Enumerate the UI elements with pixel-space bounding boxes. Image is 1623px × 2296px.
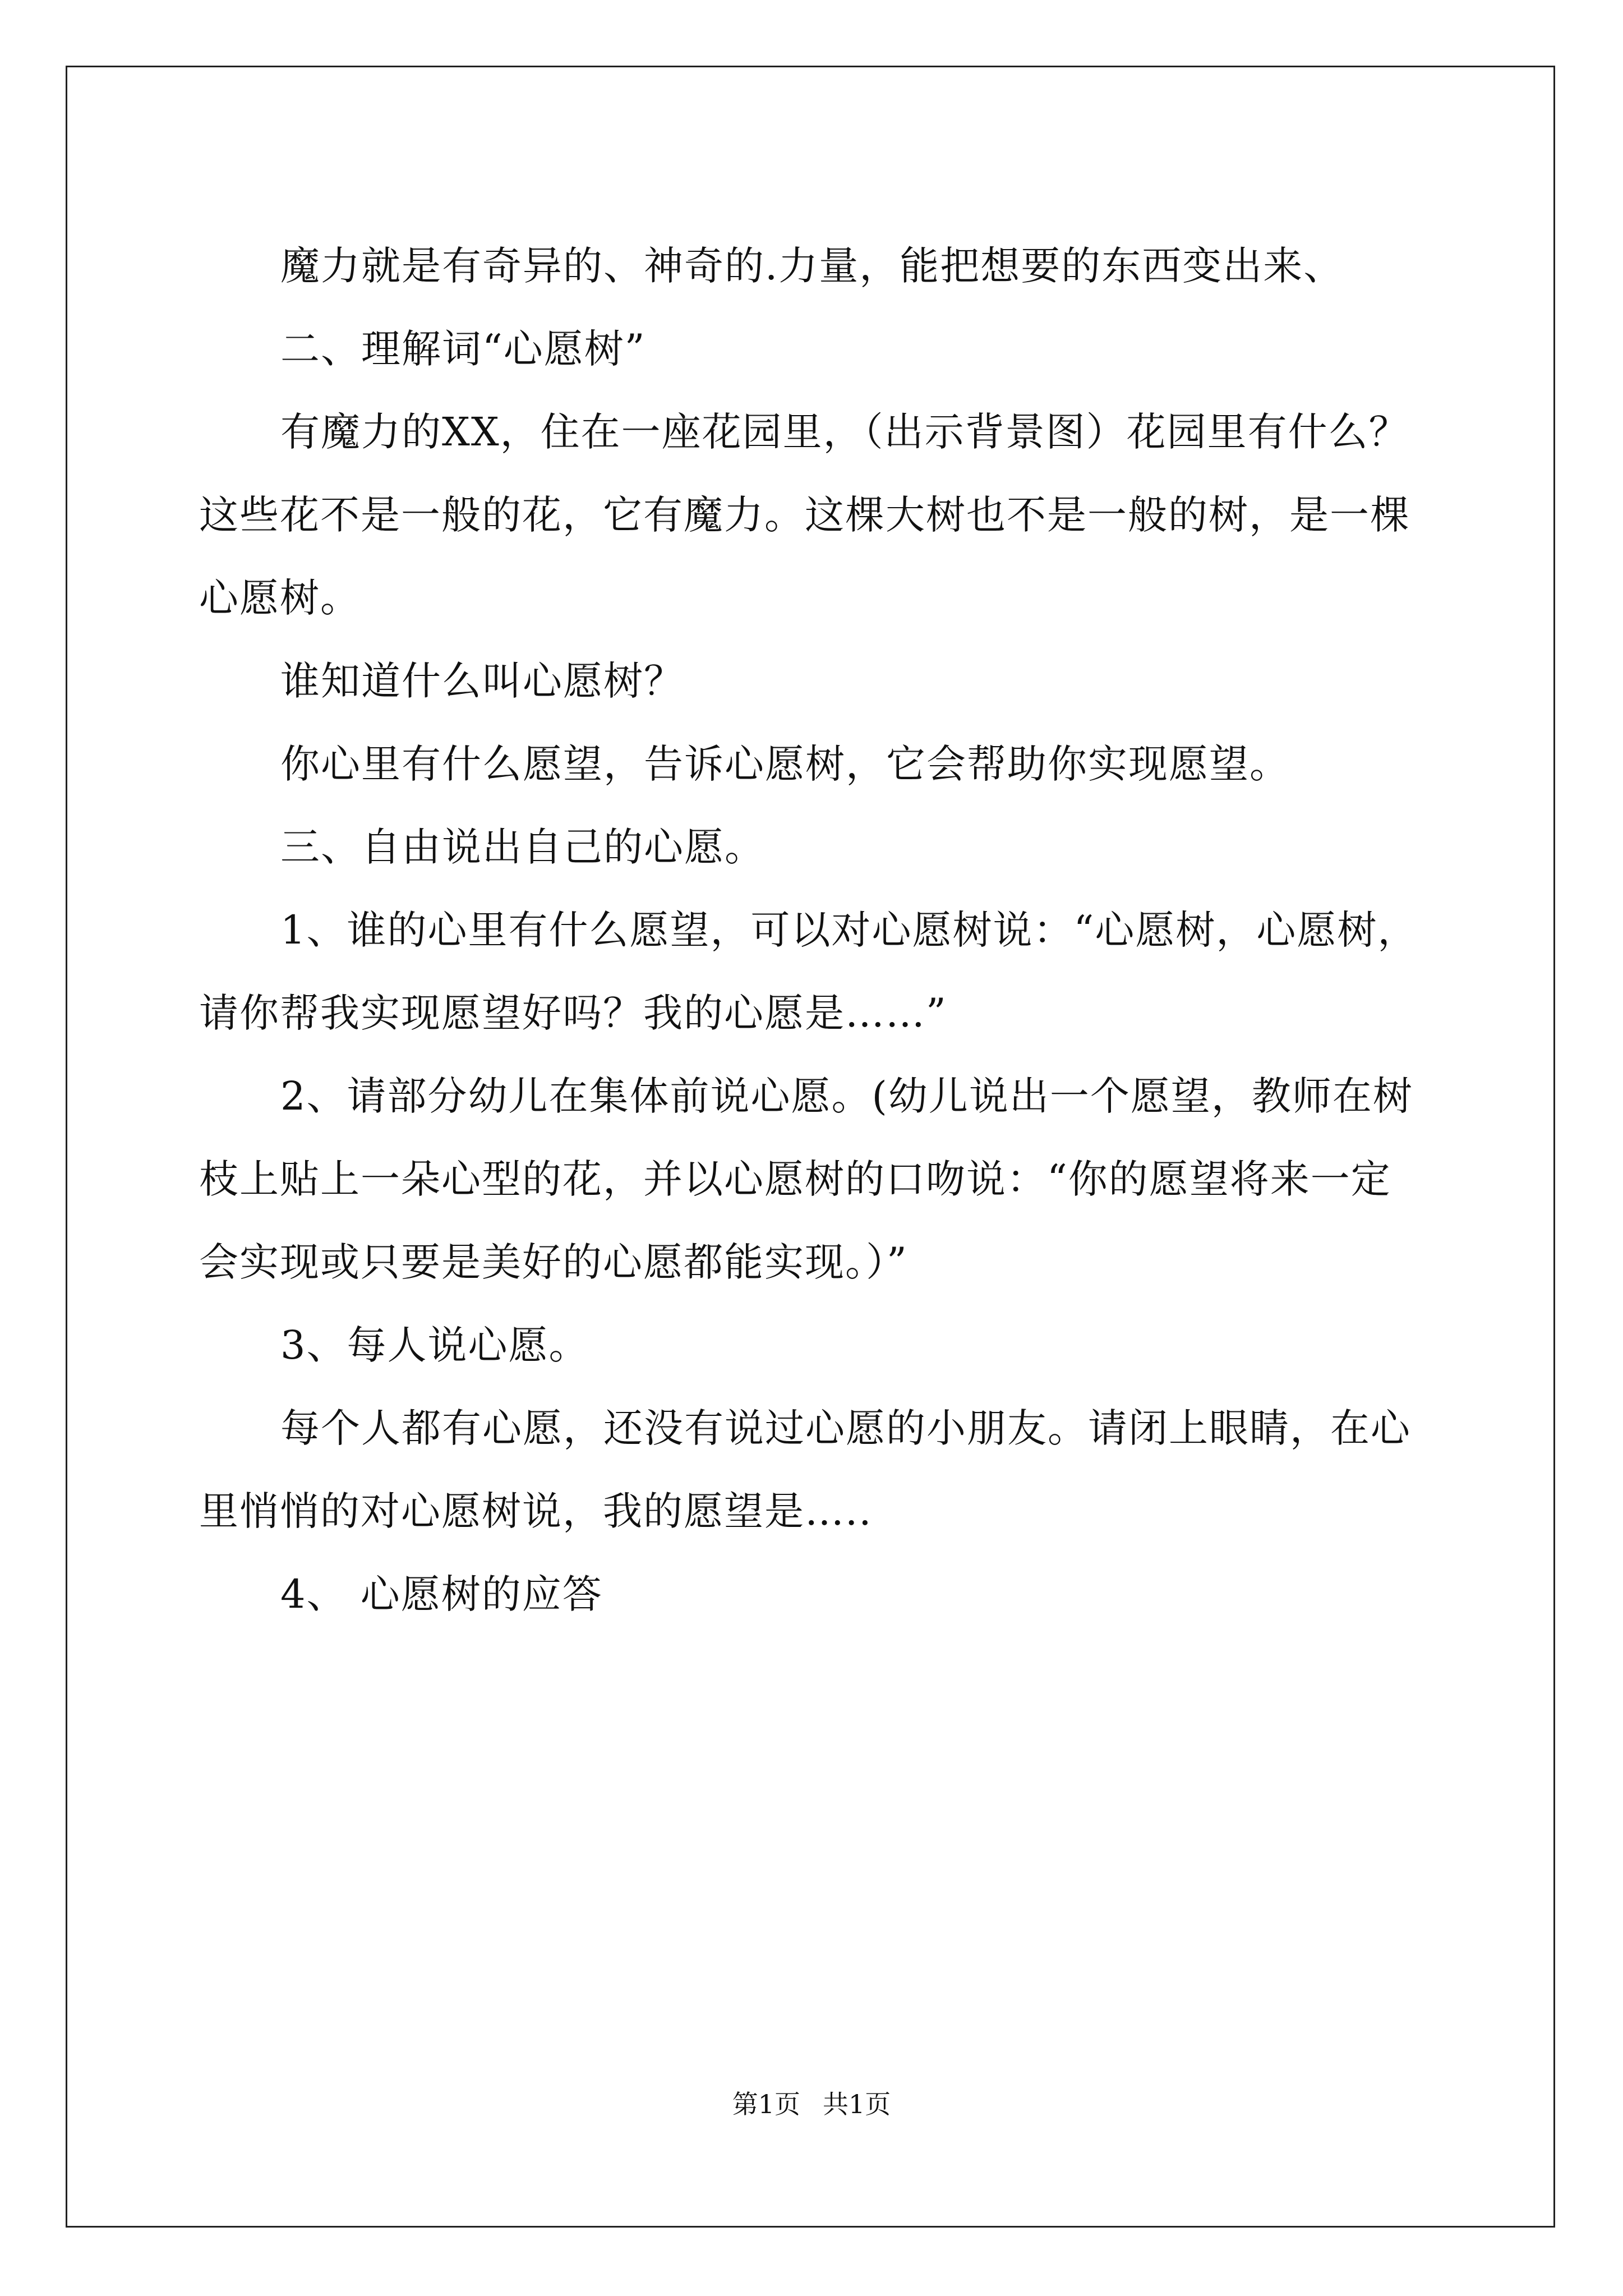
page-footer bbox=[0, 2084, 1623, 2121]
paragraph-4-line-1: 谁知道什么叫心愿树？ bbox=[280, 658, 684, 704]
page-number: 第1页 bbox=[732, 2089, 800, 2119]
paragraph-10-line-1: 每个人都有心愿，还没有说过心愿的小朋友。请闭上眼睛，在心 bbox=[280, 1405, 1411, 1451]
paragraph-9-line-1: 3、每人说心愿。 bbox=[280, 1322, 589, 1368]
paragraph-7-line-2: 请你帮我实现愿望好吗？我的心愿是……” bbox=[199, 990, 947, 1036]
paragraph-10-line-2: 里悄悄的对心愿树说，我的愿望是….. bbox=[199, 1488, 873, 1534]
paragraph-8-line-3: 会实现或只要是美好的心愿都能实现。）” bbox=[199, 1239, 908, 1285]
paragraph-5-line-1: 你心里有什么愿望，告诉心愿树，它会帮助你实现愿望。 bbox=[280, 741, 1290, 787]
paragraph-8-line-2: 枝上贴上一朵心型的花，并以心愿树的口吻说：“你的愿望将来一定 bbox=[199, 1156, 1391, 1202]
paragraph-3-line-2: 这些花不是一般的花，它有魔力。这棵大树也不是一般的树，是一棵 bbox=[199, 492, 1410, 538]
paragraph-6-line-1: 三、自由说出自己的心愿。 bbox=[280, 824, 765, 870]
paragraph-2-line-1: 二、理解词“心愿树” bbox=[280, 326, 646, 372]
paragraph-1-line-1: 魔力就是有奇异的、神奇的.力量，能把想要的东西变出来、 bbox=[280, 243, 1344, 289]
page-total: 共1页 bbox=[823, 2089, 891, 2119]
paragraph-11-line-1: 4、 心愿树的应答 bbox=[280, 1571, 603, 1617]
paragraph-3-line-3: 心愿树。 bbox=[199, 575, 361, 621]
paragraph-8-line-1: 2、请部分幼儿在集体前说心愿。(幼儿说出一个愿望，教师在树 bbox=[280, 1073, 1413, 1119]
paragraph-3-line-1: 有魔力的XX，住在一座花园里，（出示背景图）花园里有什么？ bbox=[280, 409, 1409, 455]
paragraph-7-line-1: 1、谁的心里有什么愿望，可以对心愿树说：“心愿树，心愿树， bbox=[280, 907, 1418, 953]
document-body bbox=[199, 224, 1433, 1636]
